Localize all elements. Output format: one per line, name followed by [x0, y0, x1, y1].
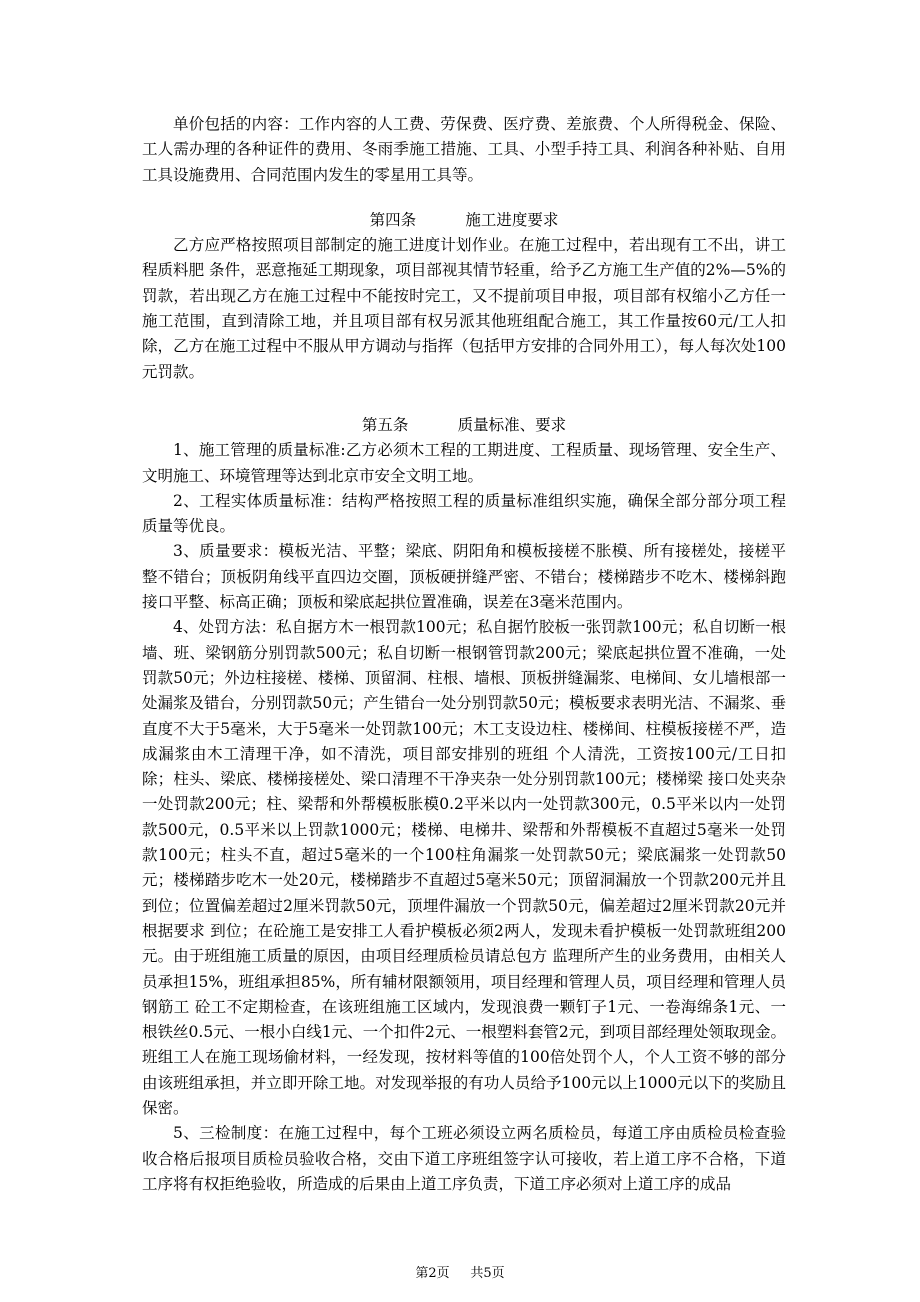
intro-paragraph: 单价包括的内容：工作内容的人工费、劳保费、医疗费、差旅费、个人所得税金、保险、工人需办理的各种证件的费用、冬雨季施工措施、工具、小型手持工具、利润各种补贴、自用工具设施费用、合同范围内发生的零星用工具等。: [142, 115, 786, 184]
document-page: [142, 112, 786, 1197]
spacer: [142, 188, 786, 208]
page-footer: 第2页 共5页: [415, 1266, 505, 1281]
quality-item-1: 1、施工管理的质量标准:乙方必须木工程的工期进度、工程质量、现场管理、安全生产、文明施工、环境管理等达到北京市安全文明工地。: [142, 441, 786, 485]
quality-item-4: 4、处罚方法：私自据方木一根罚款100元；私自据竹胶板一张罚款100元；私自切断一根墙、班、梁钢筋分别罚款500元；私自切断一根钢管罚款200元；梁底起拱位置不准确，一处罚款50元；外边柱接槎、楼梯、顶留洞、柱根、墙根、顶板拼缝漏浆、电梯间、女儿墙根部一处漏浆及错台，分别罚款50元；产生错台一处分别罚款50元；模板要求表明光洁、不漏浆、垂直度不大于5毫米，大于5毫米一处罚款100元；木工支设边柱、楼梯间、柱模板接槎不严，造成漏浆由木工清理干净，如不清洗，项目部安排别的班组 个人清洗，工资按100元/工日扣除；柱头、梁底、楼梯接槎处、梁口清理不干净夹杂一处分别罚款100元；楼梯梁 接口处夹杂一处罚款200元；柱、梁帮和外帮模板胀模0.2平米以内一处罚款300元，0.5平米以内一处罚款500元，0.5平米以上罚款1000元；楼梯、电梯井、梁帮和外帮模板不直超过5毫米一处罚款100元；柱头不直，超过5毫米的一个100柱角漏浆一处罚款50元；梁底漏浆一处罚款50元；楼梯踏步吃木一处20元，楼梯踏步不直超过5毫米50元；顶留洞漏放一个罚款200元并且 到位；位置偏差超过2厘米罚款50元，顶埋件漏放一个罚款50元，偏差超过2厘米罚款20元并根据要求 到位；在砼施工是安排工人看护模板必须2两人，发现未看护模板一处罚款班组200元。由于班组施工质量的原因，由项目经理质检员请总包方 监理所产生的业务费用，由相关人员承担15%，班组承担85%，所有辅材限额领用，项目经理和管理人员，项目经理和管理人员 钢筋工 砼工不定期检查，在该班组施工区域内，发现浪费一颗钉子1元、一卷海绵条1元、一根铁丝0.5元、一根小白线1元、一个扣件2元、一根塑料套管2元，到项目部经理处领取现金。班组工人在施工现场偷材料，一经发现，按材料等值的100倍处罚个人，个人工资不够的部分由该班组承担，并立即开除工地。对发现举报的有功人员给予100元以上1000元以下的奖励且保密。: [142, 618, 786, 1117]
quality-item-5: 5、三检制度：在施工过程中，每个工班必须设立两名质检员，每道工序由质检员检查验收合格后报项目质检员验收合格，交由下道工序班组签字认可接收，若上道工序不合格，下道工序将有权拒绝验收，所造成的后果由上道工序负责，下道工序必须对上道工序的成品: [142, 1124, 786, 1193]
section-5-heading: 第五条 质量标准、要求: [361, 415, 567, 434]
spacer: [142, 385, 786, 413]
quality-item-3: 3、质量要求：模板光洁、平整；梁底、阴阳角和模板接槎不胀模、所有接槎处，接槎平整不错台；顶板阴角线平直四边交圈，顶板硬拼缝严密、不错台；楼梯踏步不吃木、楼梯斜跑接口平整、标高正确；顶板和梁底起拱位置准确，误差在3毫米范围内。: [142, 542, 786, 612]
quality-item-2: 2、工程实体质量标准：结构严格按照工程的质量标准组织实施，确保全部分部分项工程质量等优良。: [142, 491, 786, 536]
section-4-body: 乙方应严格按照项目部制定的施工进度计划作业。在施工过程中，若出现有工不出，讲工程质料肥 条件，恶意拖延工期现象，项目部视其情节轻重，给予乙方施工生产值的2%—5%的罚款，若出现乙方在施工过程中不能按时完工，又不提前项目申报，项目部有权缩小乙方任一施工范围，直到清除工地，并且项目部有权另派其他班组配合施工，其工作量按60元/工人扣除，乙方在施工过程中不服从甲方调动与指挥（包括甲方安排的合同外用工），每人每次处100元罚款。: [142, 236, 786, 381]
section-4-heading: 第四条 施工进度要求: [369, 210, 559, 229]
